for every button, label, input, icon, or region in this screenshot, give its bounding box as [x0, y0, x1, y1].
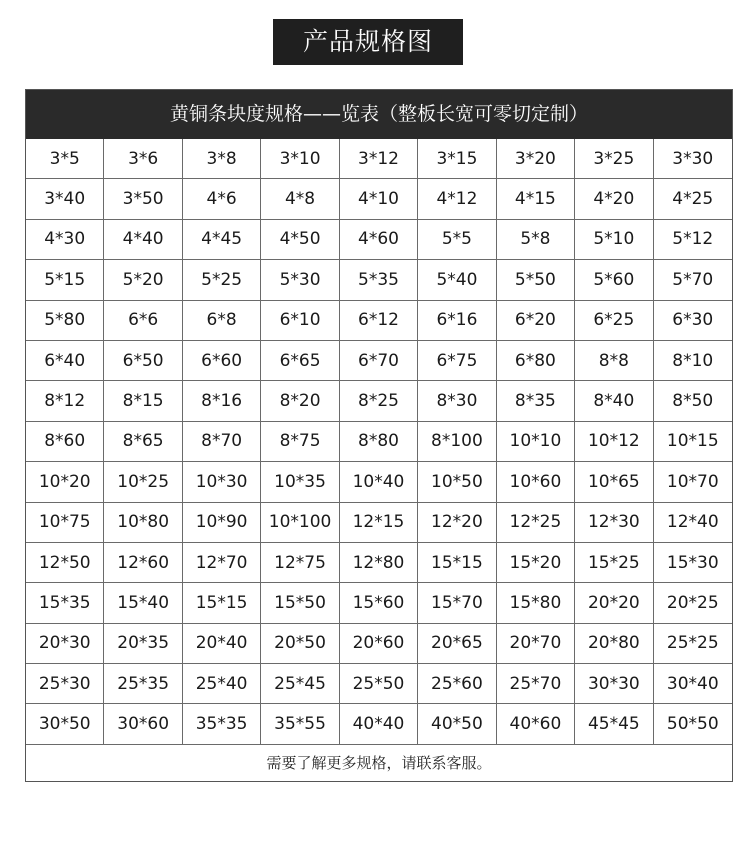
spec-cell: 15*35 [26, 583, 104, 623]
spec-cell: 10*70 [654, 462, 732, 502]
spec-cell: 6*8 [183, 301, 261, 341]
spec-cell: 8*8 [575, 341, 653, 381]
spec-cell: 15*15 [418, 543, 496, 583]
spec-cell: 3*25 [575, 139, 653, 179]
spec-cell: 3*20 [497, 139, 575, 179]
spec-cell: 20*65 [418, 624, 496, 664]
spec-cell: 5*5 [418, 220, 496, 260]
spec-cell: 10*10 [497, 422, 575, 462]
spec-cell: 5*80 [26, 301, 104, 341]
spec-cell: 12*75 [261, 543, 339, 583]
spec-cell: 12*70 [183, 543, 261, 583]
spec-cell: 25*70 [497, 664, 575, 704]
spec-cell: 6*30 [654, 301, 732, 341]
spec-cell: 4*8 [261, 179, 339, 219]
spec-cell: 6*12 [340, 301, 418, 341]
spec-cell: 8*100 [418, 422, 496, 462]
spec-cell: 8*65 [104, 422, 182, 462]
spec-cell: 5*35 [340, 260, 418, 300]
spec-cell: 45*45 [575, 704, 653, 744]
spec-cell: 10*90 [183, 503, 261, 543]
spec-cell: 4*15 [497, 179, 575, 219]
spec-cell: 35*55 [261, 704, 339, 744]
spec-cell: 20*70 [497, 624, 575, 664]
spec-cell: 8*40 [575, 381, 653, 421]
spec-cell: 8*25 [340, 381, 418, 421]
spec-cell: 6*16 [418, 301, 496, 341]
spec-cell: 4*20 [575, 179, 653, 219]
spec-cell: 5*50 [497, 260, 575, 300]
spec-cell: 5*12 [654, 220, 732, 260]
spec-cell: 10*35 [261, 462, 339, 502]
spec-cell: 25*30 [26, 664, 104, 704]
spec-cell: 8*20 [261, 381, 339, 421]
spec-cell: 4*45 [183, 220, 261, 260]
spec-cell: 20*40 [183, 624, 261, 664]
spec-cell: 35*35 [183, 704, 261, 744]
spec-cell: 8*12 [26, 381, 104, 421]
spec-cell: 4*40 [104, 220, 182, 260]
spec-cell: 20*50 [261, 624, 339, 664]
spec-cell: 30*30 [575, 664, 653, 704]
spec-cell: 40*60 [497, 704, 575, 744]
spec-cell: 10*100 [261, 503, 339, 543]
spec-cell: 4*10 [340, 179, 418, 219]
spec-cell: 12*60 [104, 543, 182, 583]
spec-cell: 3*15 [418, 139, 496, 179]
spec-cell: 12*20 [418, 503, 496, 543]
spec-cell: 30*50 [26, 704, 104, 744]
spec-cell: 8*15 [104, 381, 182, 421]
spec-cell: 10*80 [104, 503, 182, 543]
spec-cell: 30*60 [104, 704, 182, 744]
spec-cell: 6*75 [418, 341, 496, 381]
spec-cell: 6*80 [497, 341, 575, 381]
spec-cell: 12*50 [26, 543, 104, 583]
spec-cell: 40*40 [340, 704, 418, 744]
spec-cell: 6*60 [183, 341, 261, 381]
spec-cell: 10*20 [26, 462, 104, 502]
spec-grid [26, 139, 732, 745]
spec-cell: 10*30 [183, 462, 261, 502]
spec-cell: 8*50 [654, 381, 732, 421]
spec-cell: 12*80 [340, 543, 418, 583]
spec-cell: 4*60 [340, 220, 418, 260]
spec-cell: 3*50 [104, 179, 182, 219]
spec-cell: 25*45 [261, 664, 339, 704]
spec-cell: 15*60 [340, 583, 418, 623]
spec-cell: 20*60 [340, 624, 418, 664]
spec-cell: 5*8 [497, 220, 575, 260]
spec-cell: 6*25 [575, 301, 653, 341]
spec-cell: 20*20 [575, 583, 653, 623]
page-title: 产品规格图 [273, 19, 463, 65]
spec-cell: 20*25 [654, 583, 732, 623]
spec-cell: 6*6 [104, 301, 182, 341]
spec-cell: 25*40 [183, 664, 261, 704]
spec-cell: 20*35 [104, 624, 182, 664]
spec-cell: 5*40 [418, 260, 496, 300]
spec-cell: 6*20 [497, 301, 575, 341]
spec-cell: 25*25 [654, 624, 732, 664]
spec-cell: 8*75 [261, 422, 339, 462]
spec-cell: 5*15 [26, 260, 104, 300]
spec-cell: 3*8 [183, 139, 261, 179]
spec-cell: 12*15 [340, 503, 418, 543]
spec-cell: 4*6 [183, 179, 261, 219]
spec-cell: 4*50 [261, 220, 339, 260]
spec-cell: 8*30 [418, 381, 496, 421]
spec-cell: 10*12 [575, 422, 653, 462]
spec-cell: 3*10 [261, 139, 339, 179]
spec-cell: 8*16 [183, 381, 261, 421]
spec-cell: 40*50 [418, 704, 496, 744]
spec-cell: 6*65 [261, 341, 339, 381]
spec-cell: 4*25 [654, 179, 732, 219]
spec-cell: 20*30 [26, 624, 104, 664]
spec-cell: 5*60 [575, 260, 653, 300]
spec-cell: 25*60 [418, 664, 496, 704]
spec-cell: 15*30 [654, 543, 732, 583]
spec-cell: 6*50 [104, 341, 182, 381]
spec-cell: 15*25 [575, 543, 653, 583]
spec-cell: 8*10 [654, 341, 732, 381]
spec-cell: 5*25 [183, 260, 261, 300]
spec-cell: 3*40 [26, 179, 104, 219]
spec-cell: 10*40 [340, 462, 418, 502]
table-header: 黄铜条块度规格——览表（整板长宽可零切定制） [26, 90, 732, 139]
spec-cell: 3*30 [654, 139, 732, 179]
spec-cell: 5*20 [104, 260, 182, 300]
spec-cell: 8*60 [26, 422, 104, 462]
spec-cell: 50*50 [654, 704, 732, 744]
spec-cell: 15*70 [418, 583, 496, 623]
spec-cell: 12*30 [575, 503, 653, 543]
spec-cell: 3*12 [340, 139, 418, 179]
spec-cell: 8*35 [497, 381, 575, 421]
footer-note: 需要了解更多规格，请联系客服。 [266, 753, 492, 772]
spec-cell: 15*15 [183, 583, 261, 623]
spec-cell: 10*65 [575, 462, 653, 502]
spec-cell: 15*80 [497, 583, 575, 623]
spec-cell: 10*25 [104, 462, 182, 502]
spec-cell: 30*40 [654, 664, 732, 704]
spec-cell: 8*70 [183, 422, 261, 462]
spec-cell: 6*40 [26, 341, 104, 381]
spec-cell: 5*30 [261, 260, 339, 300]
spec-cell: 15*40 [104, 583, 182, 623]
spec-cell: 20*80 [575, 624, 653, 664]
spec-cell: 12*25 [497, 503, 575, 543]
spec-cell: 4*12 [418, 179, 496, 219]
spec-cell: 25*50 [340, 664, 418, 704]
spec-cell: 5*70 [654, 260, 732, 300]
spec-cell: 10*75 [26, 503, 104, 543]
spec-cell: 6*70 [340, 341, 418, 381]
spec-cell: 3*6 [104, 139, 182, 179]
spec-cell: 25*35 [104, 664, 182, 704]
spec-cell: 3*5 [26, 139, 104, 179]
spec-cell: 10*50 [418, 462, 496, 502]
spec-cell: 15*50 [261, 583, 339, 623]
spec-cell: 15*20 [497, 543, 575, 583]
spec-cell: 10*15 [654, 422, 732, 462]
spec-cell: 12*40 [654, 503, 732, 543]
spec-cell: 4*30 [26, 220, 104, 260]
spec-table [25, 89, 733, 782]
spec-cell: 8*80 [340, 422, 418, 462]
spec-cell: 6*10 [261, 301, 339, 341]
spec-cell: 10*60 [497, 462, 575, 502]
spec-cell: 5*10 [575, 220, 653, 260]
